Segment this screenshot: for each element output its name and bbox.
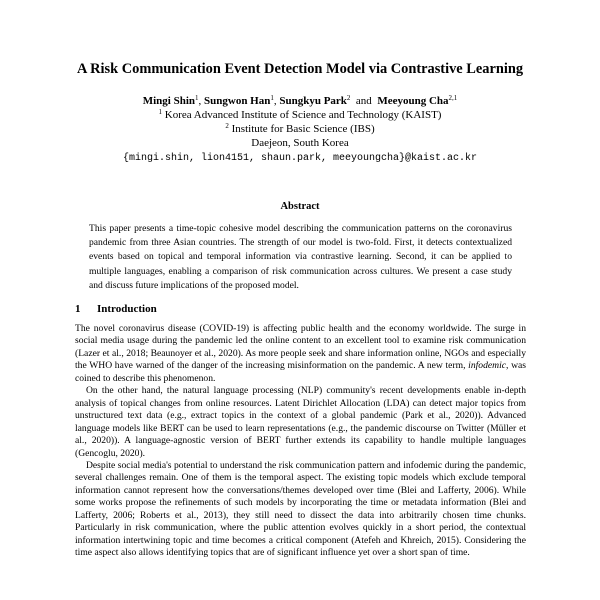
- abstract-text: This paper presents a time-topic cohesive model describing the communication patterns on the coronavirus pandemic from three Asian countries. The strength of our model is two-fold. First, it detects contextualized events based on topical and temporal information via contrastive learning. Second, it can be applied to multiple languages, enabling a comparison of risk communication across cultures. We present a case study and discuss future implications of the proposed model.: [89, 223, 512, 291]
- paragraph: [75, 323, 526, 385]
- section-heading: [75, 302, 157, 316]
- affiliation-text: Korea Advanced Institute of Science and Technology (KAIST): [164, 109, 442, 121]
- section-number: 1: [75, 303, 81, 315]
- author-affiliation-mark: 1: [270, 94, 274, 102]
- section-body: [75, 323, 526, 560]
- author-separator: ,: [198, 95, 205, 107]
- author-emails: {mingi.shin, lion4151, shaun.park, meeyoungcha}@kaist.ac.kr: [122, 153, 478, 164]
- author-separator: ,: [273, 95, 280, 107]
- paper-title: A Risk Communication Event Detection Model via Contrastive Learning: [76, 61, 524, 77]
- abstract-heading: Abstract: [280, 201, 320, 212]
- affiliation-line: [0, 108, 600, 122]
- affiliation-line: [0, 122, 600, 136]
- affiliation-line: [0, 136, 600, 150]
- paragraph-text: , was coined to describe this phenomenon.: [75, 360, 526, 384]
- author-name: Sungkyu Park: [279, 95, 347, 107]
- affiliation-mark: 1: [158, 108, 163, 116]
- author-affiliation-mark: 2: [346, 94, 351, 102]
- author-separator: and: [350, 95, 378, 107]
- paragraph: Despite social media's potential to understand the risk communication pattern and infodemic during the pandemic, several challenges remain. One of them is the temporal aspect. The existing topic models which exclude temporal information cannot represent how the conversations/themes developed over time (Blei and Lafferty, 2006). While some works propose the refinements of such models by incorporating the time or metadata information (Blei and Lafferty, 2006; Roberts et al., 2013), they still need to dissect the data into arbitrarily chosen time chunks. Particularly in risk communication, where the public attention evolves quickly in a short period, the contextual information intertwining topic and time becomes a critical component (Atefeh and Khreich, 2015). Considering the time aspect also allows identifying topics that are of significant influence yet over a short span of time.: [75, 459, 526, 559]
- author-affiliation-mark: 1: [195, 94, 199, 102]
- affiliation-text: Institute for Basic Science (IBS): [231, 123, 375, 135]
- author-affiliation-mark: 2,1: [448, 94, 458, 102]
- author-name: Meeyoung Cha: [377, 95, 449, 107]
- author-list: [0, 94, 600, 108]
- section-title: Introduction: [97, 303, 157, 315]
- emphasized-term: infodemic: [468, 360, 506, 372]
- author-name: Sungwon Han: [204, 95, 271, 107]
- paragraph-text: The novel coronavirus disease (COVID-19) is affecting public health and the economy worldwide. The surge in social media usage during the pandemic led the online content to an excellent tool to examine risk communication (Lazer et al., 2018; Beaunoyer et al., 2020). As more people seek and share information online, NGOs and especially the WHO have warned of the danger of the increasing misinformation on the pandemic. A new term,: [75, 323, 526, 372]
- affiliation-text: Daejeon, South Korea: [251, 137, 349, 149]
- paragraph: On the other hand, the natural language processing (NLP) community's recent developments enable in-depth analysis of topical changes from online resources. Latent Dirichlet Allocation (LDA) can detect major topics from unstructured text data (e.g., extract topics in the context of a global pandemic (Park et al., 2020)). Advanced language models like BERT can be used to learn representations (e.g., the pandemic discourse on Twitter (Müller et al., 2020)). A language-agnostic version of BERT further extends its capability to handle multiple languages (Gencoglu, 2020).: [75, 385, 526, 459]
- author-name: Mingi Shin: [142, 95, 196, 107]
- affiliation-mark: 2: [225, 122, 229, 130]
